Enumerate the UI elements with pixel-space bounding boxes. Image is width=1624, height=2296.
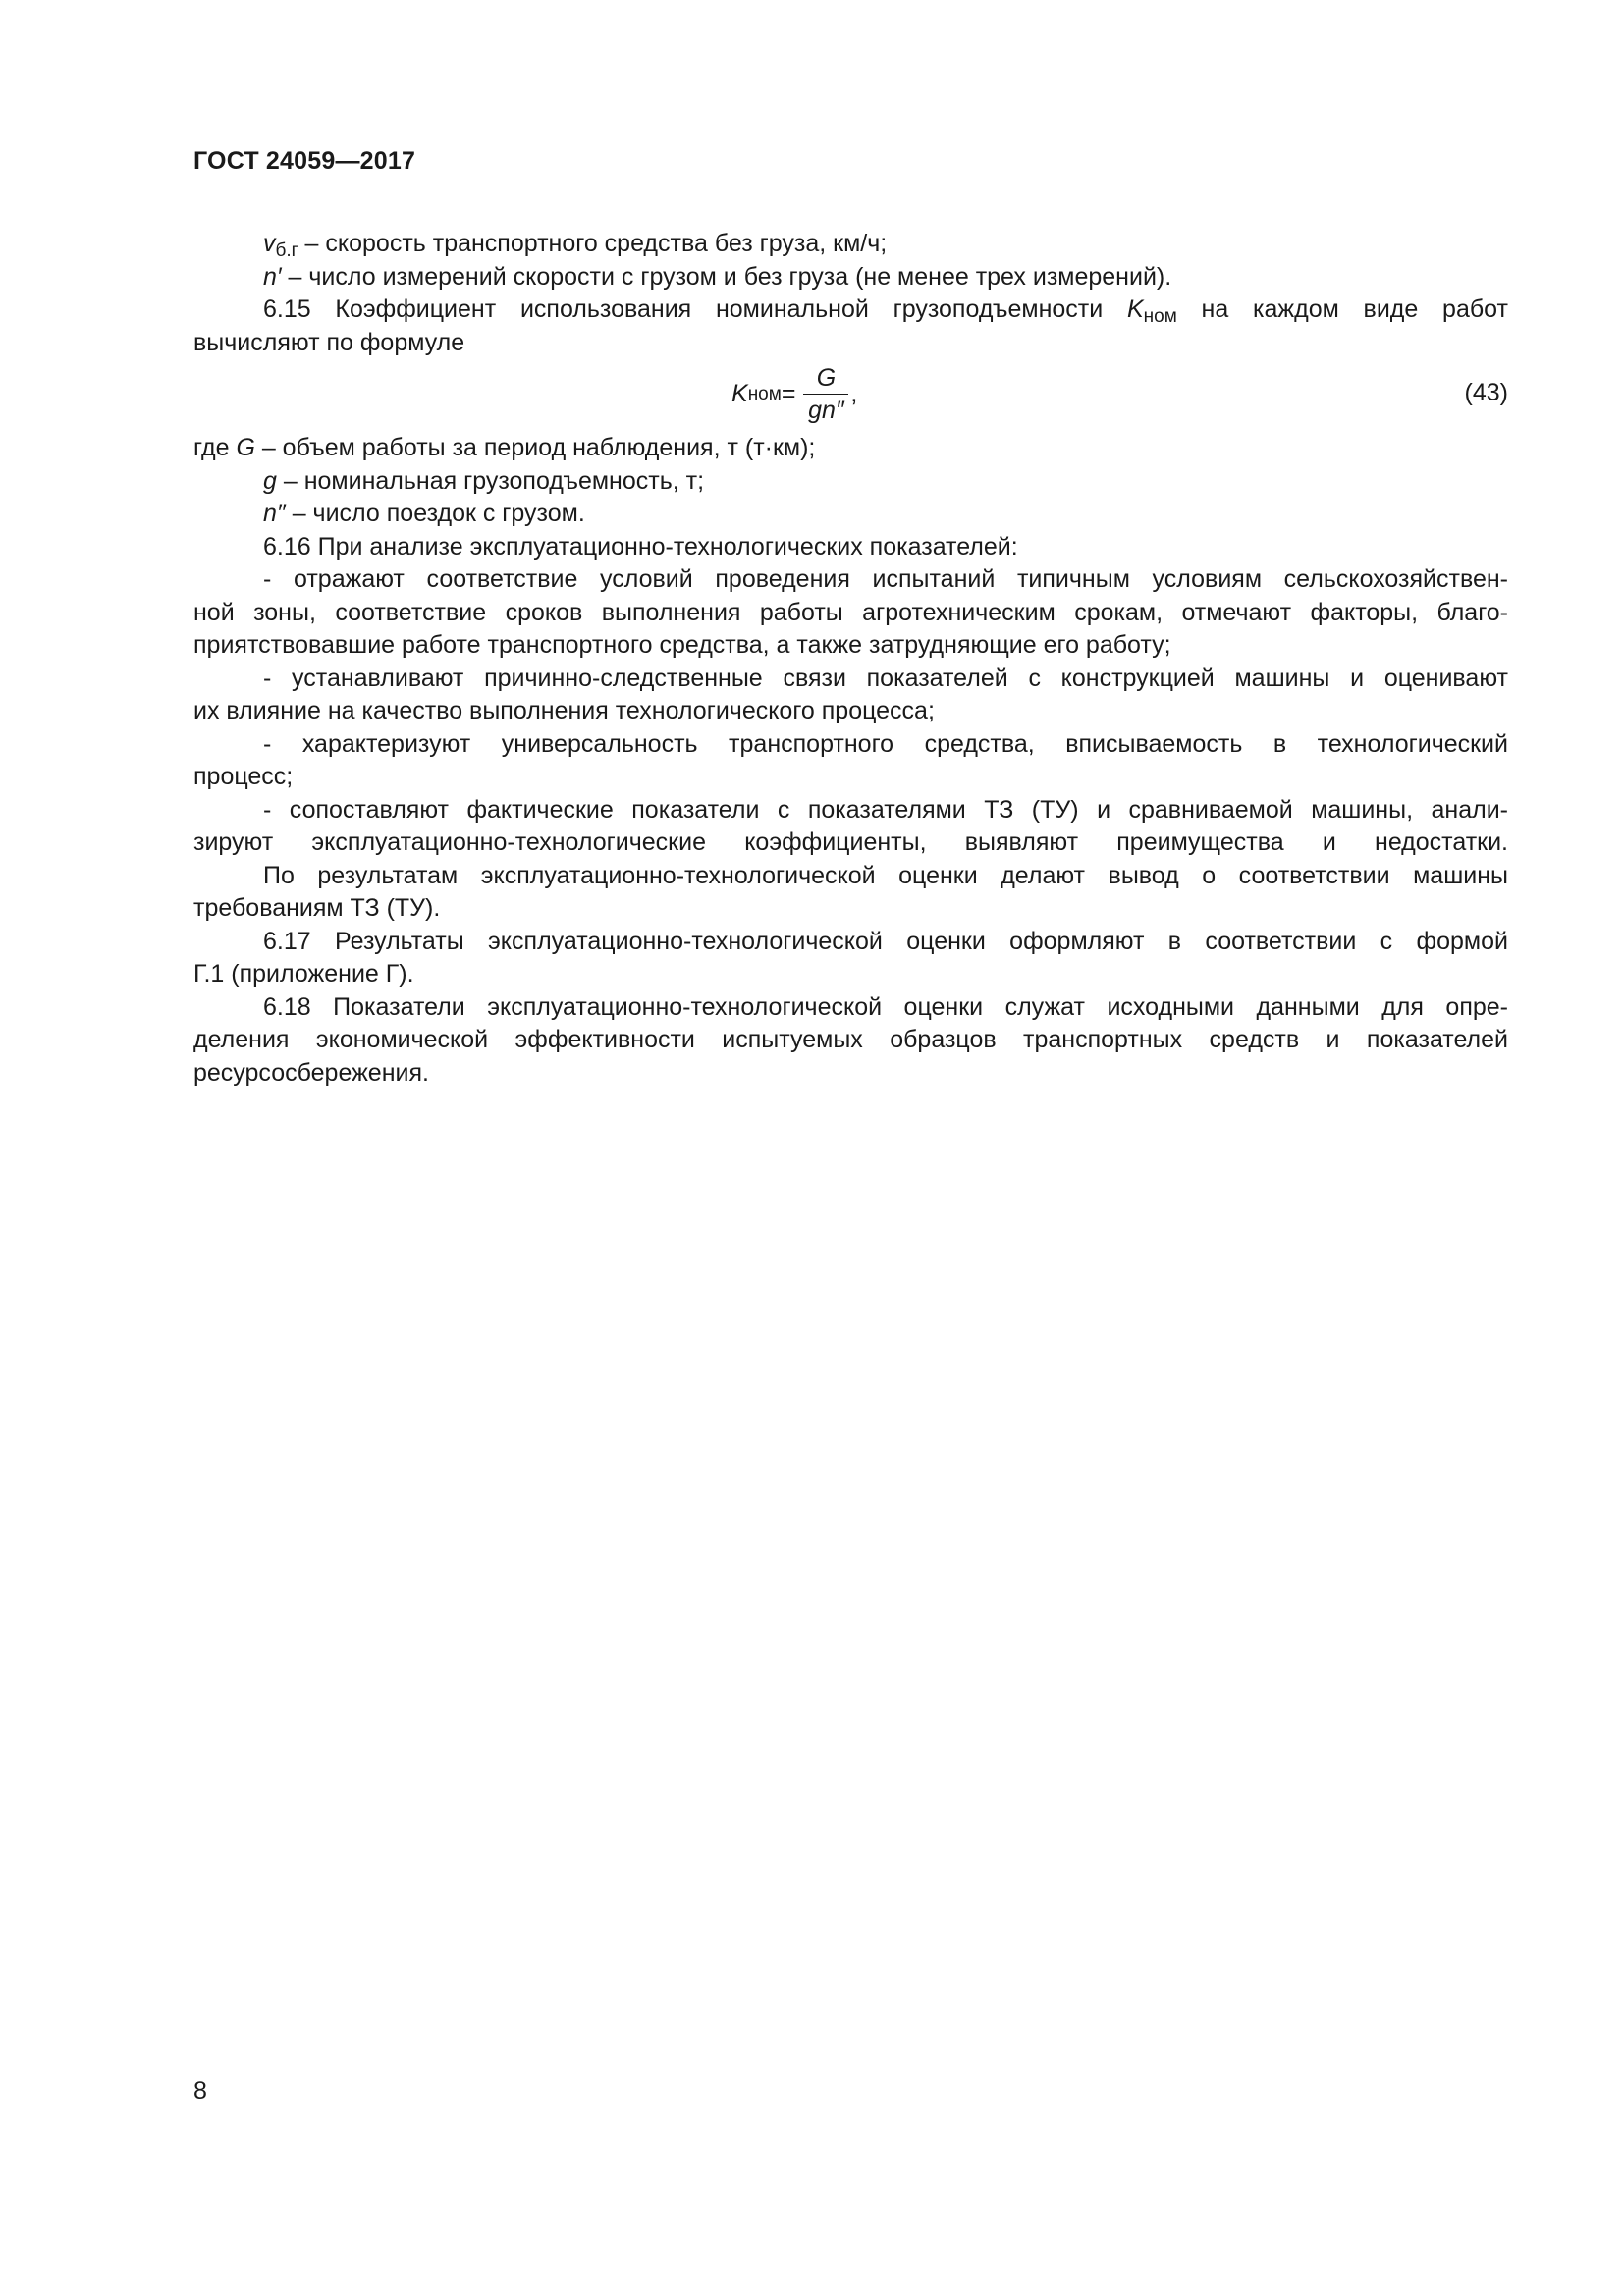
definition-n-prime [193,261,1508,294]
fraction-numerator: G [816,364,837,392]
paragraph-6-17: 6.17 Результаты эксплуатационно-технологической оценки оформляют в соответствии с формой [263,927,1508,955]
formula-equals: = [781,380,796,408]
paragraph-line: Г.1 (приложение Г). [193,960,414,988]
paragraph-line: требованиям ТЗ (ТУ). [193,894,441,922]
formula-number: (43) [1464,379,1508,406]
page-body [193,228,1508,1090]
list-item-line: - сопоставляют фактические показатели с показателями ТЗ (ТУ) и сравниваемой машины, анали- [263,795,1508,824]
formula-lhs: K [731,380,748,408]
definition-text: – номинальная грузоподъемность, т; [276,466,705,495]
paragraph-line: ресурсосбережения. [193,1058,429,1087]
list-item-line: ной зоны, соответствие сроков выполнения работы агротехническим срокам, отмечают факторы, благо- [193,598,1508,626]
paragraph-6-16: 6.16 При анализе эксплуатационно-технологических показателей: [263,532,1018,561]
definition-text: – число поездок с грузом. [285,500,585,527]
subscript: б.г [275,240,298,261]
paragraph-6-15: 6.15 Коэффициент использования номинальной грузоподъемности $K_{ном}$ на каждом виде работ [263,295,1508,327]
definition-n-double-prime [193,498,1508,531]
list-item-line: - отражают соответствие условий проведения испытаний типичным условиям сельскохозяйствен- [263,565,1508,593]
list-item-line: зируют эксплуатационно-технологические коэффициенты, выявляют преимущества и недостатки. [193,828,1508,856]
symbol: v [263,230,276,257]
symbol: K [1126,295,1144,323]
paragraph-line: деления экономической эффективности испытуемых образцов транспортных средств и показателей [193,1026,1508,1053]
symbol: n′ [263,262,282,291]
formula-43 [193,359,1508,432]
definition-text: – объем работы за период наблюдения, т (т·км); [254,434,816,461]
paragraph-6-18: 6.18 Показатели эксплуатационно-технологической оценки служат исходными данными для опре- [263,992,1508,1021]
page-number: 8 [193,2077,207,2105]
definition-text: – число измерений скорости с грузом и без груза (не менее трех измерений). [281,262,1172,291]
fraction [803,365,848,424]
subscript: ном [1143,306,1177,327]
paragraph-6-15-cont: вычисляют по формуле [193,328,465,356]
list-item-line: - характеризуют универсальность транспортного средства, вписываемость в технологический [263,729,1508,758]
formula-expression: K ном = $\frac{G}{gn''}$ , [731,364,858,424]
list-item-line: их влияние на качество выполнения технологического процесса; [193,697,935,724]
list-item-line: - устанавливают причинно-следственные связи показателей с конструкцией машины и оценивают [263,664,1508,692]
definition-v-bg [193,228,1508,261]
symbol: n″ [263,500,286,527]
definition-g [193,465,1508,499]
symbol: g [263,466,277,495]
definition-text: – скорость транспортного средства без груза, км/ч; [298,230,888,257]
list-item-line: процесс; [193,763,294,790]
fraction-denominator: gn″ [808,397,844,424]
paragraph-line: По результатам эксплуатационно-технологической оценки делают вывод о соответствии машины [263,861,1508,889]
definition-G: где G – объем работы за период наблюдения, т (т·км); [193,434,816,461]
symbol: G [236,434,255,461]
standard-header: ГОСТ 24059—2017 [193,147,416,175]
formula-comma: , [850,380,858,408]
list-item-line: приятствовавшие работе транспортного средства, а также затрудняющие его работу; [193,631,1171,659]
